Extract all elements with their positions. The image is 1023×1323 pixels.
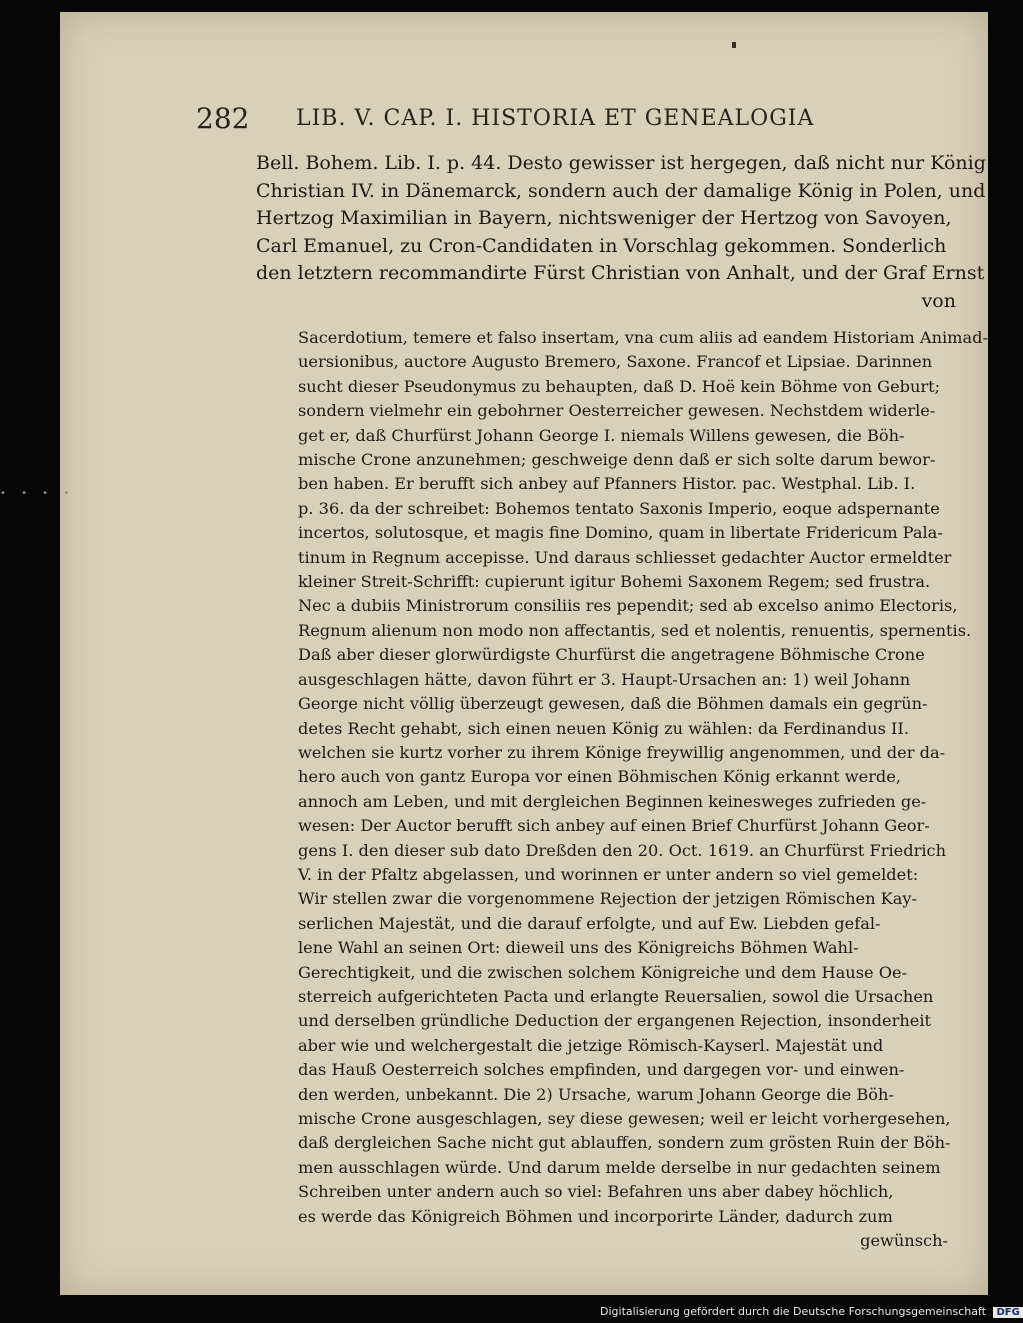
footnote-line: es werde das Königreich Böhmen und incorporirte Länder, dadurch zum (298, 1206, 893, 1226)
footnote-catchword: gewünsch- (860, 1231, 948, 1251)
text-line: den letztern recommandirte Fürst Christian von Anhalt, und der Graf Ernst (256, 262, 985, 284)
footnote-line: George nicht völlig überzeugt gewesen, daß die Böhmen damals ein gegrün- (298, 694, 928, 714)
footer-credit (600, 1305, 1023, 1318)
footnote-line: detes Recht gehabt, sich einen neuen König zu wählen: da Ferdinandus II. (298, 718, 909, 738)
footnote-line: get er, daß Churfürst Johann George I. niemals Willens gewesen, die Böh- (298, 425, 905, 445)
footnote-line: uersionibus, auctore Augusto Bremero, Saxone. Francof et Lipsiae. Darinnen (298, 352, 933, 372)
footnote-line: Regnum alienum non modo non affectantis, sed et nolentis, renuentis, spernentis. (298, 620, 972, 640)
dfg-logo: DFG (993, 1307, 1022, 1318)
footnote-line: mische Crone anzunehmen; geschweige denn daß er sich solte darum bewor- (298, 450, 936, 470)
footnote-line: Gerechtigkeit, und die zwischen solchem Königreiche und dem Hause Oe- (298, 962, 908, 982)
page-mark (732, 42, 736, 48)
footnote-line: sucht dieser Pseudonymus zu behaupten, daß D. Hoë kein Böhme von Geburt; (298, 376, 941, 396)
footnote-line: gens I. den dieser sub dato Dreßden den 20. Oct. 1619. an Churfürst Friedrich (298, 840, 947, 860)
footnote-line: ben haben. Er berufft sich anbey auf Pfanners Histor. pac. Westphal. Lib. I. (298, 474, 916, 494)
footnote-line: welchen sie kurtz vorher zu ihrem Könige freywillig angenommen, und der da- (298, 742, 946, 762)
text-line: Christian IV. in Dänemarck, sondern auch der damalige König in Polen, und (256, 179, 986, 202)
catchword: von (921, 289, 956, 312)
footnote-line: ausgeschlagen hätte, davon führt er 3. Haupt-Ursachen an: 1) weil Johann (298, 669, 911, 689)
footnote-line: p. 36. da der schreibet: Bohemos tentato Saxonis Imperio, eoque adspernante (298, 498, 940, 518)
footnote-line: men ausschlagen würde. Und darum melde derselbe in nur gedachten seinem (298, 1157, 941, 1177)
text-line: Bell. Bohem. Lib. I. p. 44. Desto gewisser ist hergegen, daß nicht nur König (256, 152, 986, 174)
digitization-credit: Digitalisierung gefördert durch die Deutsche Forschungsgemeinschaft (600, 1305, 986, 1318)
footnote-line: sterreich aufgerichteten Pacta und erlangte Reuersalien, sowol die Ursachen (298, 986, 934, 1006)
page-number: 282 (196, 102, 250, 135)
footnote-line: V. in der Pfaltz abgelassen, und worinnen er unter andern so viel gemeldet: (298, 864, 919, 884)
footnote-line: serlichen Majestät, und die darauf erfolgte, und auf Ew. Liebden gefal- (298, 913, 881, 933)
footnote-line: Wir stellen zwar die vorgenommene Rejection der jetzigen Römischen Kay- (298, 889, 918, 909)
footnote-line: Sacerdotium, temere et falso insertam, vna cum aliis ad eandem Historiam Animad- (298, 328, 989, 347)
footnote-text-block (298, 326, 989, 1253)
footnote-line: Schreiben unter andern auch so viel: Befahren uns aber dabey höchlich, (298, 1182, 894, 1202)
running-head (196, 96, 846, 140)
footnote-line: incertos, solutosque, et magis fine Domino, quam in libertate Fridericum Pala- (298, 523, 943, 543)
footnote-line: das Hauß Oesterreich solches empfinden, und dargegen vor- und einwen- (298, 1060, 905, 1080)
footnote-line: sondern vielmehr ein gebohrner Oesterreicher gewesen. Nechstdem widerle- (298, 401, 936, 421)
footnote-line: wesen: Der Auctor berufft sich anbey auf einen Brief Churfürst Johann Geor- (298, 816, 930, 836)
footnote-line: hero auch von gantz Europa vor einen Böhmischen König erkannt werde, (298, 767, 902, 787)
text-line: Carl Emanuel, zu Cron-Candidaten in Vorschlag gekommen. Sonderlich (256, 234, 947, 257)
footnote-line: daß dergleichen Sache nicht gut ablauffen, sondern zum grösten Ruin der Böh- (298, 1133, 951, 1153)
footnote-line: annoch am Leben, und mit dergleichen Beginnen keinesweges zufrieden ge- (298, 791, 927, 811)
text-line: Hertzog Maximilian in Bayern, nichtsweniger der Hertzog von Savoyen, (256, 207, 952, 229)
footnote-line: und derselben gründliche Deduction der ergangenen Rejection, insonderheit (298, 1011, 932, 1031)
footnote-line: Nec a dubiis Ministrorum consiliis res pependit; sed ab excelso animo Electoris, (298, 596, 958, 616)
margin-dots: • • • • (0, 488, 76, 499)
footnote-line: mische Crone ausgeschlagen, sey diese gewesen; weil er leicht vorhergesehen, (298, 1109, 951, 1128)
main-text-block (256, 150, 986, 315)
footnote-line: kleiner Streit-Schrifft: cupierunt igitur Bohemi Saxonem Regem; sed frustra. (298, 572, 931, 592)
footnote-line: lene Wahl an seinen Ort: dieweil uns des Königreichs Böhmen Wahl- (298, 938, 859, 958)
running-title: LIB. V. CAP. I. HISTORIA ET GENEALOGIA (296, 106, 815, 131)
footnote-line: den werden, unbekannt. Die 2) Ursache, warum Johann George die Böh- (298, 1084, 894, 1104)
footnote-line: aber wie und welchergestalt die jetzige Römisch-Kayserl. Majestät und (298, 1035, 884, 1055)
footnote-line: Daß aber dieser glorwürdigste Churfürst die angetragene Böhmische Crone (298, 645, 925, 665)
footnote-line: tinum in Regnum accepisse. Und daraus schliesset gedachter Auctor ermeldter (298, 547, 952, 567)
